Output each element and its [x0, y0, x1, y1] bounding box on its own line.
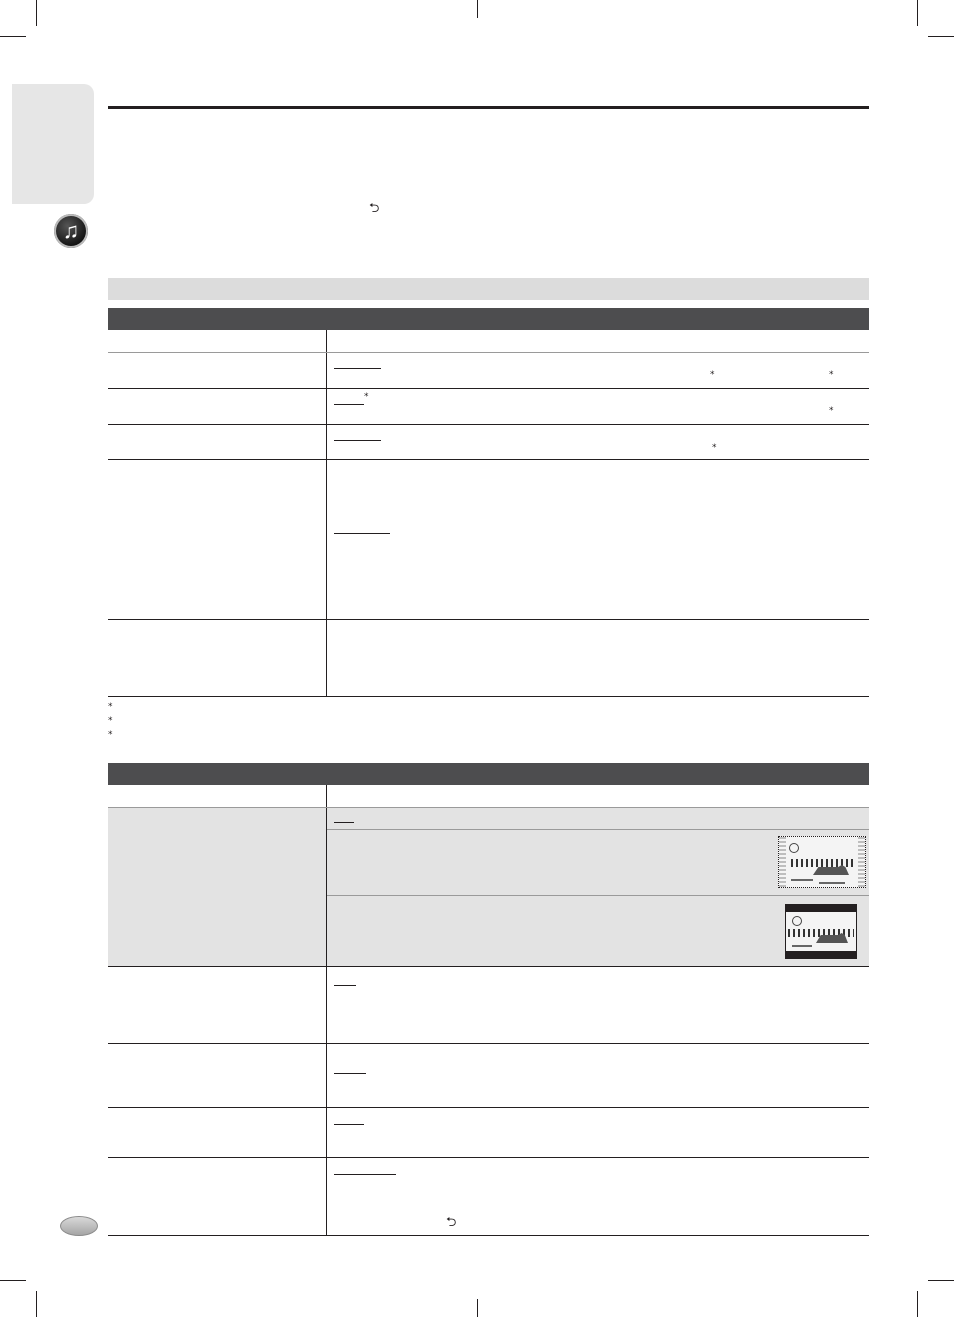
footnote-asterisk-icon: * [108, 716, 113, 726]
table1-row-divider [108, 352, 869, 353]
asterisk-icon: * [712, 443, 717, 453]
default-value-underline [334, 985, 356, 986]
table2-row-divider [108, 966, 869, 967]
table1-row-divider [108, 619, 869, 620]
table2-row-divider [108, 1157, 869, 1158]
return-arrow-icon: ⮌ [369, 201, 380, 216]
default-value-underline [334, 404, 364, 405]
music-note-icon: ♫ [54, 214, 88, 248]
crop-mark [917, 0, 918, 26]
table2-bottom-border [108, 1235, 869, 1236]
pan-scan-illustration [778, 836, 866, 888]
table2-row-divider [108, 1043, 869, 1044]
table2-row-divider [327, 895, 869, 896]
table2-header-band [108, 763, 869, 785]
default-value-underline [334, 1073, 366, 1074]
aspect-default-option-cell [327, 807, 869, 829]
table1-column-divider [326, 330, 327, 696]
table1-row-divider [108, 388, 869, 389]
crop-mark [477, 0, 478, 18]
section-side-tab [12, 84, 94, 204]
table1-row-divider [108, 424, 869, 425]
crop-mark [928, 36, 954, 37]
asterisk-icon: * [364, 392, 369, 402]
table1-row-divider [108, 459, 869, 460]
default-value-underline [334, 822, 354, 823]
return-arrow-icon: ⮌ [446, 1215, 457, 1230]
default-value-underline [334, 1174, 396, 1175]
crop-mark [0, 1280, 26, 1281]
section-header-band [108, 278, 869, 300]
crop-mark [36, 0, 37, 26]
crop-mark [0, 36, 26, 37]
asterisk-icon: * [829, 406, 834, 416]
default-value-underline [334, 368, 381, 369]
default-value-underline [334, 1124, 364, 1125]
table2-row-divider [108, 807, 869, 808]
default-value-underline [334, 440, 381, 441]
page-number-badge [60, 1216, 98, 1236]
table2-row-divider [327, 829, 869, 830]
heading-rule [108, 106, 869, 109]
table2-row-divider [108, 1107, 869, 1108]
footnote-asterisk-icon: * [108, 730, 113, 740]
asterisk-icon: * [710, 370, 715, 380]
crop-mark [917, 1291, 918, 1317]
crop-mark [36, 1291, 37, 1317]
table1-bottom-border [108, 696, 869, 697]
crop-mark [477, 1299, 478, 1317]
crop-mark [928, 1280, 954, 1281]
footnote-asterisk-icon: * [108, 702, 113, 712]
asterisk-icon: * [829, 370, 834, 380]
table1-header-band [108, 308, 869, 330]
letterbox-illustration [785, 904, 857, 959]
aspect-setting-label-cell [108, 807, 326, 966]
default-value-underline [334, 533, 390, 534]
table2-column-divider [326, 785, 327, 1235]
